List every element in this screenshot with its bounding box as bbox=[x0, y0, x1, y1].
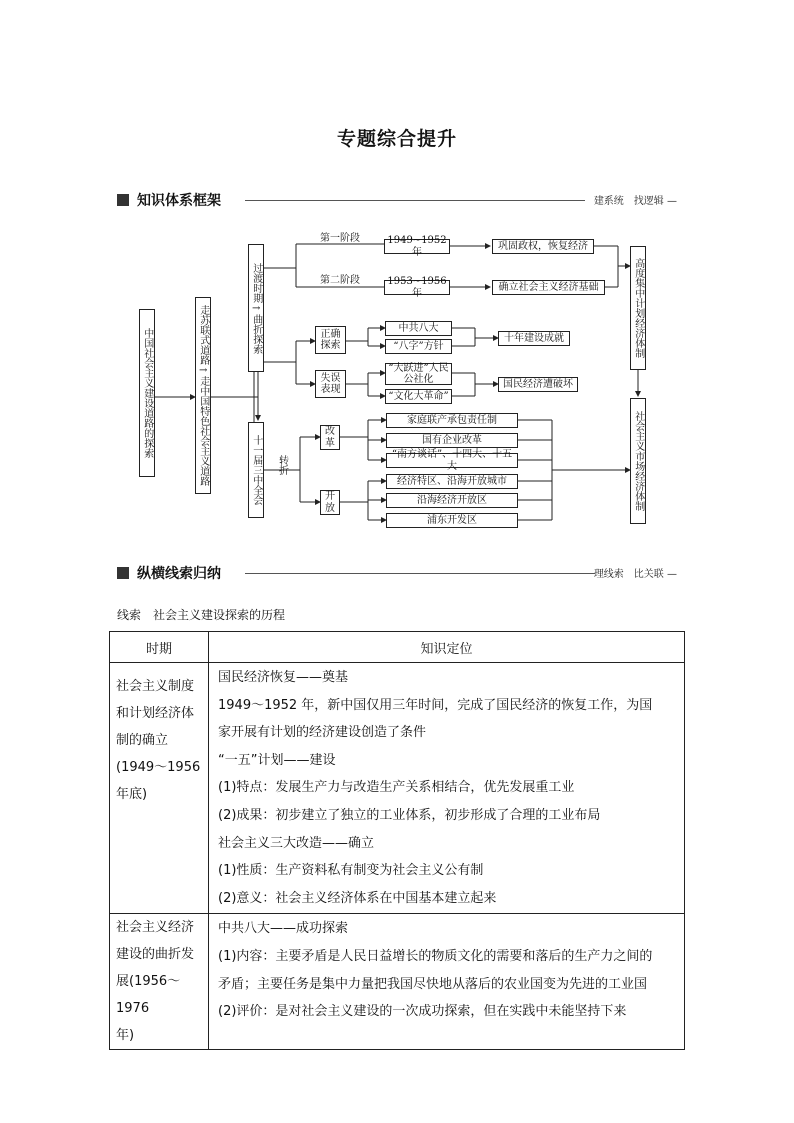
market-economy-box: 社会主义市场经济体制 bbox=[630, 398, 646, 524]
knowledge-line: (2)评价：是对社会主义建设的一次成功探索，但在实践中未能坚持下来 bbox=[218, 1004, 627, 1020]
knowledge-line: (2)成果：初步建立了独立的工业体系，初步形成了合理的工业布局 bbox=[218, 807, 601, 823]
section-header-clues bbox=[117, 563, 677, 583]
section-tagline: 理线索 比关联 — bbox=[593, 569, 677, 580]
knowledge-cell bbox=[209, 663, 685, 914]
diagram-plenum-box: 十一届三中全会 bbox=[248, 422, 264, 518]
mistake-item-1: “大跃进”人民公社化 bbox=[385, 363, 452, 385]
reform-item-3: “南方谈话”、十四大、十五大 bbox=[386, 453, 518, 468]
page-title: 专题综合提升 bbox=[336, 128, 457, 150]
mistake-item-2: “文化大革命” bbox=[385, 389, 452, 404]
stage2-years-box: 1953~1956 年 bbox=[384, 280, 450, 295]
opening-item-2: 沿海经济开放区 bbox=[386, 493, 518, 508]
knowledge-line: (1)特点：发展生产力与改造生产关系相结合，优先发展重工业 bbox=[218, 780, 575, 796]
opening-item-3: 浦东开发区 bbox=[386, 513, 518, 528]
reform-item-2: 国有企业改革 bbox=[386, 433, 518, 448]
knowledge-line: (1)内容：主要矛盾是人民日益增长的物质文化的需要和落后的生产力之间的 bbox=[218, 948, 653, 964]
diagram-turn-label: 转折 bbox=[276, 455, 288, 475]
opening-box: 开放 bbox=[320, 490, 340, 515]
table-row bbox=[110, 914, 685, 1050]
mistake-result-box: 国民经济遭破坏 bbox=[498, 377, 578, 392]
stage1-result-box: 巩固政权，恢复经济 bbox=[492, 239, 594, 254]
section-tagline: 建系统 找逻辑 — bbox=[593, 196, 677, 207]
reform-item-1: 家庭联产承包责任制 bbox=[386, 413, 518, 428]
header-period: 时期 bbox=[110, 632, 209, 663]
diagram-path-box: 走苏联式道路→走中国特色社会主义道路 bbox=[195, 297, 211, 494]
table-row bbox=[110, 663, 685, 914]
correct-exploration-box: 正确探索 bbox=[315, 326, 346, 354]
period-cell: 社会主义制度 和计划经济体 制的确立 (1949～1956 年底) bbox=[110, 663, 209, 914]
correct-item-2: “八字”方针 bbox=[385, 339, 452, 354]
stage1-label: 第一阶段 bbox=[320, 233, 360, 244]
diagram-transition-box: 过渡时期→曲折探索 bbox=[248, 244, 264, 372]
planned-economy-box: 高度集中计划经济体制 bbox=[630, 246, 646, 370]
opening-item-1: 经济特区、沿海开放城市 bbox=[386, 474, 518, 489]
stage1-years-box: 1949~1952 年 bbox=[384, 239, 450, 254]
history-table bbox=[109, 631, 685, 1050]
knowledge-line: 1949～1952 年，新中国仅用三年时间，完成了国民经济的恢复工作，为国 bbox=[218, 697, 653, 713]
reform-box: 改革 bbox=[320, 425, 340, 450]
table-header-row bbox=[110, 632, 685, 663]
knowledge-line: “一五”计划——建设 bbox=[218, 752, 336, 768]
period-cell: 社会主义经济 建设的曲折发 展(1956～1976 年) bbox=[110, 914, 209, 1050]
clue-heading: 线索 社会主义建设探索的历程 bbox=[117, 608, 286, 622]
stage2-result-box: 确立社会主义经济基础 bbox=[492, 280, 605, 295]
section-marker-icon bbox=[117, 567, 129, 579]
knowledge-line: 中共八大——成功探索 bbox=[218, 921, 349, 937]
section-heading: 纵横线索归纳 bbox=[137, 566, 221, 582]
section-heading: 知识体系框架 bbox=[137, 193, 221, 209]
diagram-root-box: 中国社会主义建设道路的探索 bbox=[139, 309, 155, 477]
knowledge-line: (2)意义：社会主义经济体系在中国基本建立起来 bbox=[218, 890, 497, 906]
correct-result-box: 十年建设成就 bbox=[498, 331, 570, 346]
correct-item-1: 中共八大 bbox=[385, 321, 452, 336]
section-rule bbox=[245, 573, 595, 574]
knowledge-line: (1)性质：生产资料私有制变为社会主义公有制 bbox=[218, 863, 484, 879]
knowledge-cell bbox=[209, 914, 685, 1050]
knowledge-line: 国民经济恢复——奠基 bbox=[218, 670, 349, 685]
knowledge-line: 社会主义三大改造——确立 bbox=[218, 835, 375, 851]
mistake-box: 失误表现 bbox=[315, 370, 346, 398]
knowledge-line: 家开展有计划的经济建设创造了条件 bbox=[218, 725, 427, 741]
knowledge-line: 矛盾；主要任务是集中力量把我国尽快地从落后的农业国变为先进的工业国 bbox=[218, 976, 648, 992]
stage2-label: 第二阶段 bbox=[320, 275, 360, 286]
header-knowledge: 知识定位 bbox=[209, 632, 685, 663]
